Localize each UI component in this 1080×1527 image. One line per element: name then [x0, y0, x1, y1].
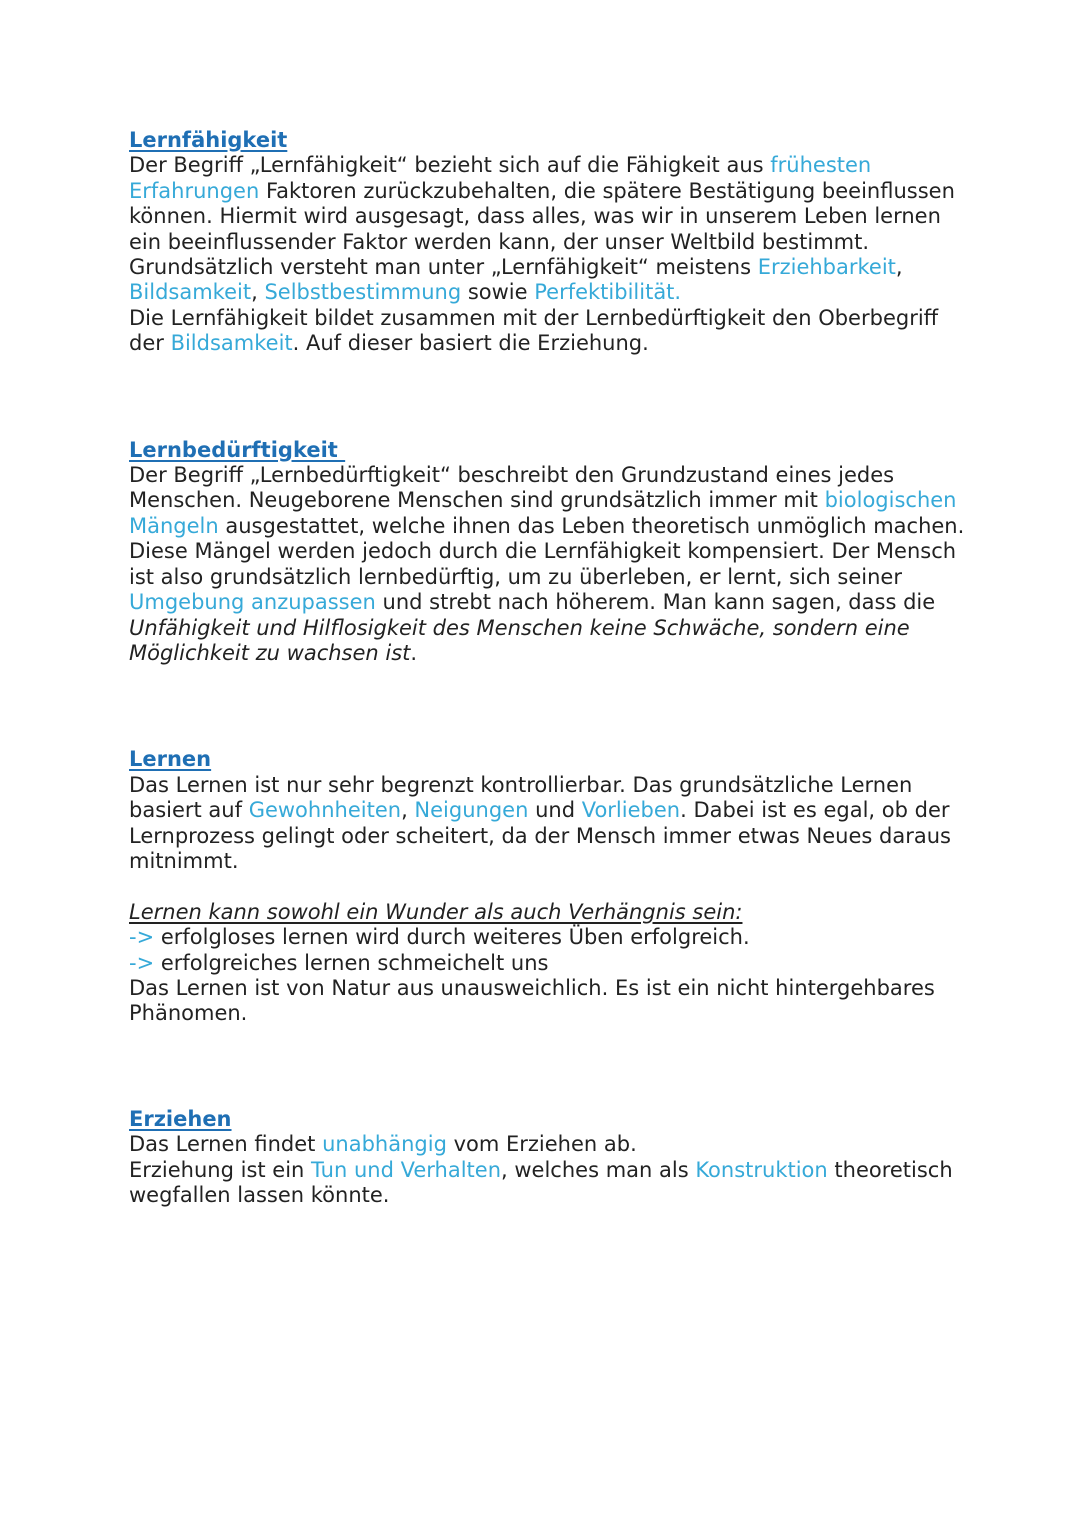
section-lernfaehigkeit	[129, 128, 969, 357]
highlighted-term: biologischen Mängeln	[129, 488, 957, 538]
text-run: und	[528, 798, 582, 823]
highlighted-term: Bildsamkeit	[170, 331, 293, 356]
paragraph	[129, 255, 969, 306]
text-run: ,	[401, 798, 415, 823]
arrow-icon: ->	[129, 925, 155, 950]
text-run: . Dabei ist es egal, ob der Lernprozess gelingt oder scheitert, da der Mensch immer etwas Neues daraus mitnimmt.	[129, 798, 951, 873]
arrow-icon: ->	[129, 950, 155, 975]
paragraph	[129, 153, 969, 255]
highlighted-term: Erziehbarkeit	[757, 255, 896, 280]
highlighted-term: Bildsamkeit	[129, 280, 252, 305]
paragraph	[129, 306, 969, 357]
highlighted-term: Umgebung anzupassen	[129, 590, 376, 615]
highlighted-term: Perfektibilität.	[534, 280, 682, 305]
text-run: und strebt nach höherem. Man kann sagen, dass die	[375, 590, 936, 615]
section-lernbeduerftigkeit	[129, 438, 969, 667]
section-heading-lernbeduerftigkeit: Lernbedürftigkeit	[129, 437, 346, 462]
text-run: . Auf dieser basiert die Erziehung.	[292, 331, 649, 356]
text-run: , welches man als	[501, 1157, 696, 1182]
paragraph	[129, 463, 969, 666]
section-heading-lernen: Lernen	[129, 747, 212, 772]
section-heading-lernfaehigkeit: Lernfähigkeit	[129, 128, 288, 152]
text-run: ,	[895, 255, 903, 280]
text-run: Faktoren zurückzubehalten, die spätere Bestätigung beeinflussen können. Hiermit wird ausgesagt, dass alles, was wir in unserem Leben lernen ein beeinflussender Faktor werden kann, der unser Weltbild bestimmt.	[129, 178, 955, 254]
section-erziehen	[129, 1107, 969, 1209]
highlighted-term: unabhängig	[322, 1132, 447, 1157]
text-run: vom Erziehen ab.	[446, 1132, 637, 1157]
highlighted-term: Selbstbestimmung	[264, 280, 462, 305]
paragraph	[129, 773, 969, 875]
text-run: Das Lernen findet	[129, 1132, 323, 1157]
highlighted-term: frühesten Erfahrungen	[129, 153, 872, 203]
text-run: ,	[251, 280, 265, 305]
italic-underlined-subheading: Lernen kann sowohl ein Wunder als auch Verhängnis sein:	[129, 899, 743, 924]
highlighted-term: Neigungen	[414, 798, 529, 823]
paragraph	[129, 1158, 969, 1209]
paragraph	[129, 1132, 969, 1157]
section-lernen	[129, 747, 969, 1026]
text-run: theoretisch wegfallen lassen könnte.	[129, 1157, 953, 1207]
text-run: Der Begriff „Lernbedürftigkeit“ beschreibt den Grundzustand eines jedes Menschen. Neugeborene Menschen sind grundsätzlich immer mit	[129, 463, 895, 513]
paragraph: Das Lernen ist von Natur aus unausweichlich. Es ist ein nicht hintergehbares Phänomen.	[129, 975, 935, 1026]
text-run: ausgestattet, welche ihnen das Leben theoretisch unmöglich machen. Diese Mängel werden jedoch durch die Lernfähigkeit kompensiert. Der Mensch ist also grundsätzlich lernbedürftig, um zu überleben, er lernt, sich seiner	[129, 513, 965, 589]
subheading	[129, 900, 969, 925]
text-run: Erziehung ist ein	[129, 1157, 312, 1182]
highlighted-term: Tun und Verhalten	[311, 1157, 502, 1182]
bullet-text: erfolgreiches lernen schmeichelt uns	[154, 950, 549, 975]
section-heading-erziehen: Erziehen	[129, 1106, 232, 1131]
bullet-text: erfolgloses lernen wird durch weiteres Üben erfolgreich.	[154, 925, 750, 950]
text-run: Grundsätzlich versteht man unter „Lernfähigkeit“ meistens	[129, 255, 758, 280]
highlighted-term: Konstruktion	[695, 1157, 828, 1182]
text-run: Die Lernfähigkeit bildet zusammen mit der Lernbedürftigkeit den Oberbegriff der	[129, 305, 939, 356]
text-run: Das Lernen ist nur sehr begrenzt kontrollierbar. Das grundsätzliche Lernen basiert auf	[129, 772, 913, 823]
text-run: .	[410, 640, 418, 665]
highlighted-term: Vorlieben	[581, 798, 681, 823]
bullet-item	[129, 951, 969, 976]
document-page	[129, 128, 969, 1208]
italic-phrase: Unfähigkeit und Hilflosigkeit des Menschen keine Schwäche, sondern eine Möglichkeit zu wachsen ist	[129, 615, 910, 665]
text-run: Der Begriff „Lernfähigkeit“ bezieht sich auf die Fähigkeit aus	[129, 153, 771, 178]
text-run: sowie	[461, 280, 535, 305]
blank-line	[129, 874, 969, 899]
highlighted-term: Gewohnheiten	[248, 798, 402, 823]
bullet-item	[129, 925, 969, 950]
